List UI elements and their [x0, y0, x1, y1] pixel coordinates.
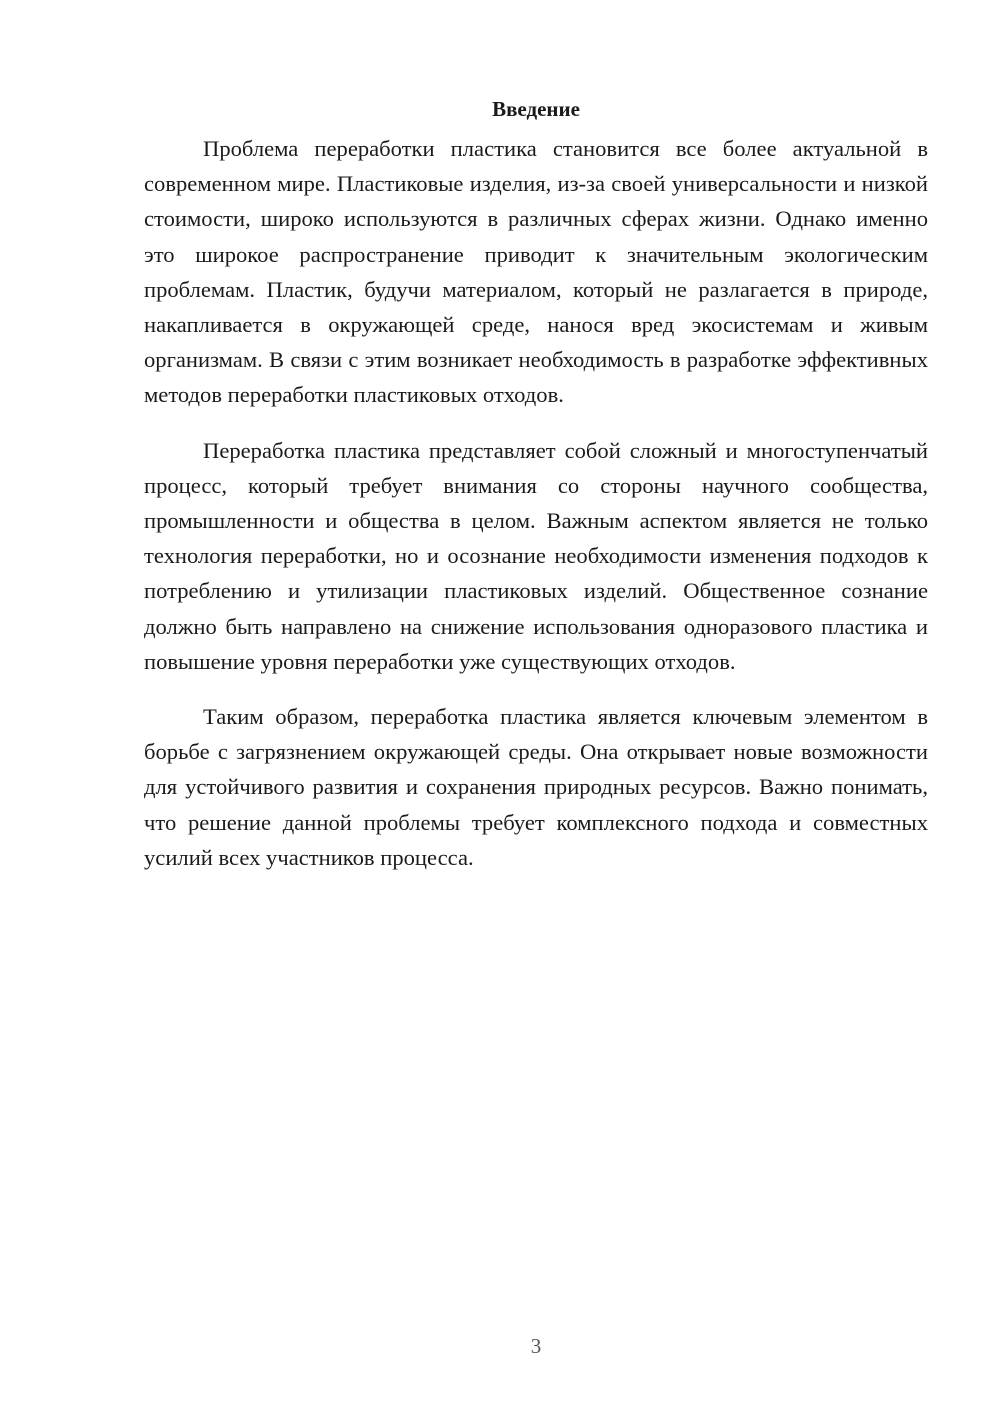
section-heading: Введение: [492, 97, 580, 121]
paragraph-3: Таким образом, переработка пластика является ключевым элементом в борьбе с загрязнением окружающей среды. Она открывает новые возможности для устойчивого развития и сохранения природных ресурсов. Важно понимать, что решение данной проблемы требует комплексного подхода и совместных усилий всех участников процесса.: [144, 704, 928, 870]
page-content: [144, 92, 928, 895]
paragraph-1: Проблема переработки пластика становится все более актуальной в современном мире. Пластиковые изделия, из-за своей универсальности и низкой стоимости, широко используются в различных сферах жизни. Однако именно это широкое распространение приводит к значительным экологическим проблемам. Пластик, будучи материалом, который не разлагается в природе, накапливается в окружающей среде, нанося вред экосистемам и живым организмам. В связи с этим возникает необходимость в разработке эффективных методов переработки пластиковых отходов.: [144, 136, 928, 408]
page-number: 3: [530, 1334, 542, 1358]
paragraph-2: Переработка пластика представляет собой сложный и многоступенчатый процесс, который требует внимания со стороны научного сообщества, промышленности и общества в целом. Важным аспектом является не только технология переработки, но и осознание необходимости изменения подходов к потреблению и утилизации пластиковых изделий. Общественное сознание должно быть направлено на снижение использования одноразового пластика и повышение уровня переработки уже существующих отходов.: [144, 437, 928, 674]
